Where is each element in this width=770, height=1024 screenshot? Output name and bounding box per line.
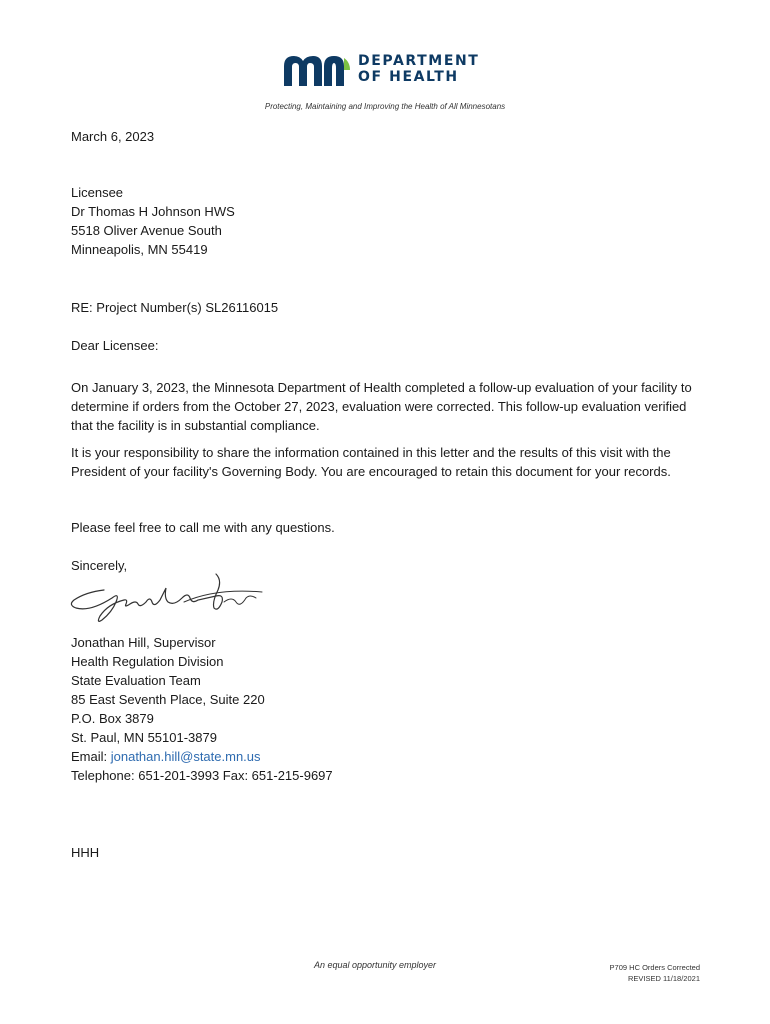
email-label: Email: xyxy=(71,749,111,764)
letter-date: March 6, 2023 xyxy=(71,129,155,144)
mdh-logo xyxy=(284,52,494,88)
email-link[interactable]: jonathan.hill@state.mn.us xyxy=(110,749,261,764)
closing: Sincerely, xyxy=(71,558,128,573)
signer-name: Jonathan Hill, Supervisor xyxy=(71,635,216,650)
logo-wordmark xyxy=(358,53,479,85)
body-paragraph-1: On January 3, 2023, the Minnesota Department of Health completed a follow-up evaluation of your facility to determine if orders from the October 27, 2023, evaluation were corrected. This follow-up evaluation verified that the facility is in substantial compliance. xyxy=(71,380,692,433)
recipient-line: Dr Thomas H Johnson HWS xyxy=(71,204,235,219)
salutation: Dear Licensee: xyxy=(71,338,159,353)
form-revision-info xyxy=(555,962,700,984)
signer-email-line xyxy=(71,747,333,766)
signer-address: 85 East Seventh Place, Suite 220 xyxy=(71,692,265,707)
signer-division: Health Regulation Division xyxy=(71,654,224,669)
signer-po-box: P.O. Box 3879 xyxy=(71,711,154,726)
logo-line-of-health: OF HEALTH xyxy=(358,69,459,85)
recipient-line: 5518 Oliver Avenue South xyxy=(71,223,222,238)
logo-line-department: DEPARTMENT xyxy=(358,53,480,69)
handwritten-signature xyxy=(66,568,266,630)
form-id: P709 HC Orders Corrected xyxy=(609,963,700,972)
tagline: Protecting, Maintaining and Improving the Health of All Minnesotans xyxy=(264,102,506,111)
closing-note: Please feel free to call me with any questions. xyxy=(71,520,335,535)
typist-initials: HHH xyxy=(71,845,100,860)
form-revised: REVISED 11/18/2021 xyxy=(628,974,700,983)
signer-team: State Evaluation Team xyxy=(71,673,201,688)
recipient-block xyxy=(71,183,235,259)
mn-logo-mark-icon xyxy=(284,54,354,86)
re-line: RE: Project Number(s) SL26116015 xyxy=(71,300,279,315)
signer-city: St. Paul, MN 55101-3879 xyxy=(71,730,217,745)
recipient-line: Minneapolis, MN 55419 xyxy=(71,242,208,257)
signature-block xyxy=(71,633,333,785)
equal-opportunity-text: An equal opportunity employer xyxy=(313,960,437,970)
signer-phone: Telephone: 651-201-3993 Fax: 651-215-9697 xyxy=(71,768,333,783)
body-paragraph-2: It is your responsibility to share the information contained in this letter and the results of this visit with the President of your facility's Governing Body. You are encouraged to retain this document for your records. xyxy=(71,445,671,479)
recipient-line: Licensee xyxy=(71,185,124,200)
